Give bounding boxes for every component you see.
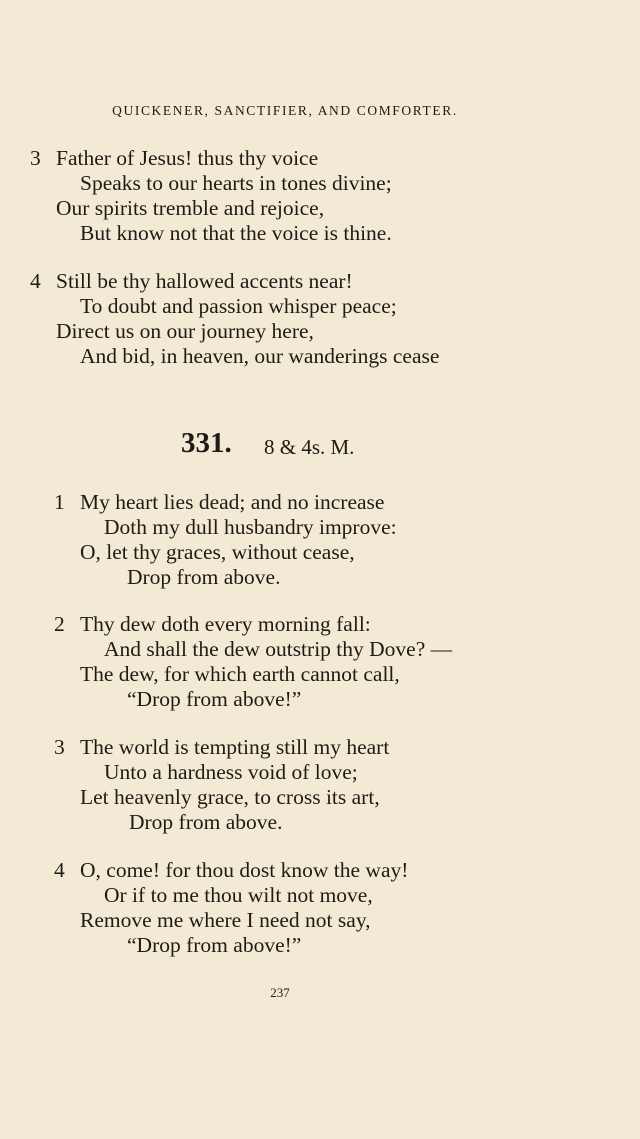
stanza-number: 1 [54,490,65,514]
stanza-number: 3 [30,146,41,170]
verse-line: Or if to me thou wilt not move, [104,883,373,907]
verse-line: Doth my dull husbandry improve: [104,515,397,539]
verse-line: Remove me where I need not say, [80,908,371,932]
hymn-meter: 8 & 4s. M. [264,435,355,459]
verse-line: “Drop from above!” [127,687,302,711]
verse-line: And shall the dew outstrip thy Dove? — [104,637,453,661]
running-header: QUICKENER, SANCTIFIER, AND COMFORTER. [112,103,458,118]
stanza-number: 4 [30,269,41,293]
verse-line: Direct us on our journey here, [56,319,314,343]
verse-line: The world is tempting still my heart [80,735,390,759]
page-number: 237 [270,985,290,1000]
verse-line: And bid, in heaven, our wanderings cease [80,344,440,368]
verse-line: Unto a hardness void of love; [104,760,358,784]
verse-line: “Drop from above!” [127,933,302,957]
verse-line: To doubt and passion whisper peace; [80,294,397,318]
verse-line: Let heavenly grace, to cross its art, [80,785,380,809]
hymn-number: 331. [181,427,232,459]
verse-line: Thy dew doth every morning fall: [80,612,371,636]
stanza-number: 2 [54,612,65,636]
verse-line: Speaks to our hearts in tones divine; [80,171,392,195]
verse-line: My heart lies dead; and no increase [80,490,385,514]
verse-line: Our spirits tremble and rejoice, [56,196,325,220]
verse-line: O, come! for thou dost know the way! [80,858,409,882]
stanza-number: 3 [54,735,65,759]
verse-line: But know not that the voice is thine. [80,221,392,245]
verse-line: Still be thy hallowed accents near! [56,269,353,293]
verse-line: O, let thy graces, without cease, [80,540,355,564]
verse-line: Drop from above. [129,810,283,834]
verse-line: The dew, for which earth cannot call, [80,662,400,686]
verse-line: Father of Jesus! thus thy voice [56,146,319,170]
verse-line: Drop from above. [127,565,281,589]
stanza-number: 4 [54,858,65,882]
